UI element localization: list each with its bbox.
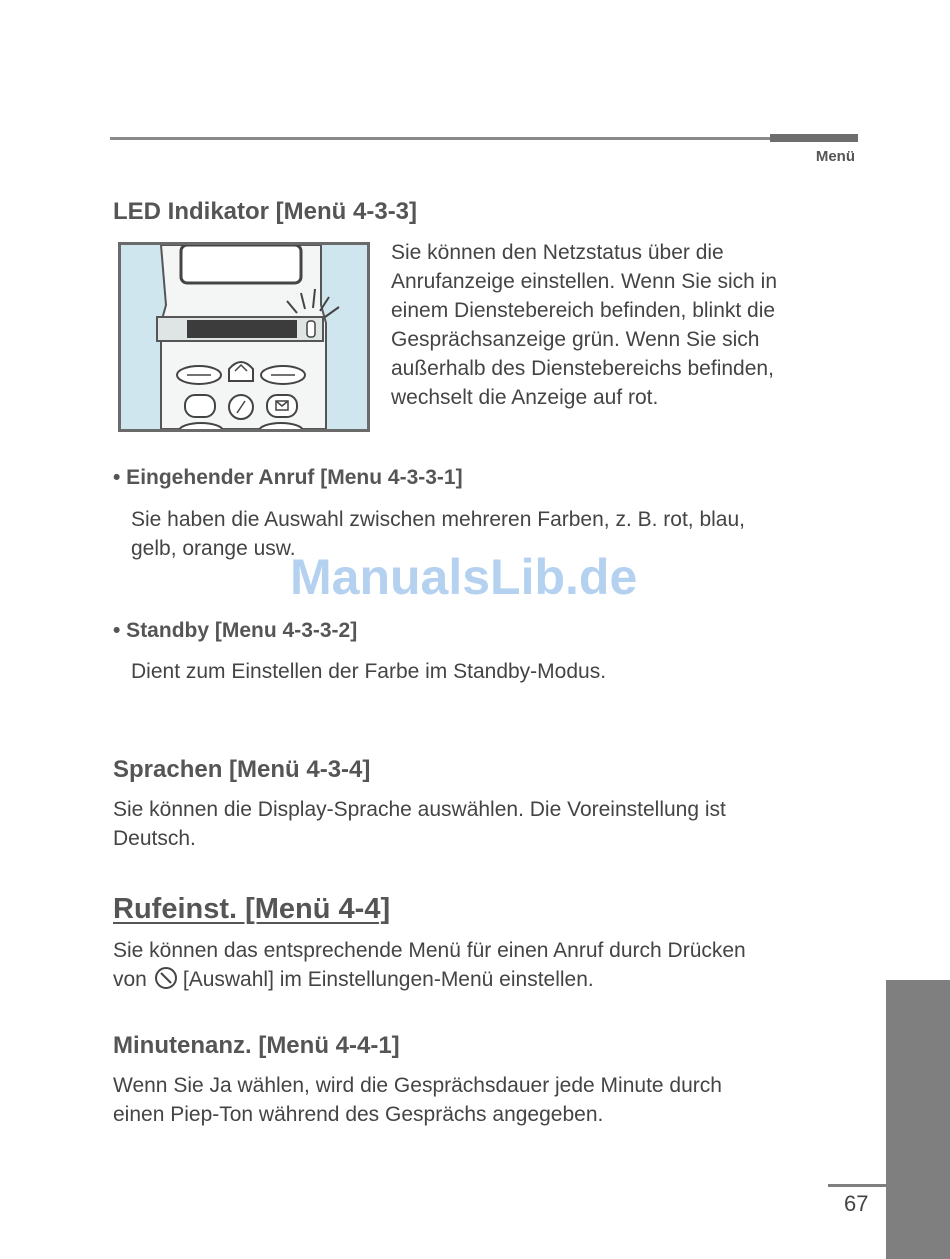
text-line: Anrufanzeige einstellen. Wenn Sie sich in — [391, 270, 778, 293]
select-key-icon — [153, 966, 179, 998]
phone-led-illustration — [118, 242, 370, 432]
text-line: von — [113, 968, 147, 991]
text-line: Sie können das entsprechende Menü für einen Anruf durch Drücken — [113, 939, 746, 962]
minute-minder-heading: Minutenanz. [Menü 4-4-1] — [113, 1032, 400, 1059]
page-number: 67 — [844, 1191, 869, 1216]
text-line: gelb, orange usw. — [131, 537, 296, 560]
text-line: Sie können die Display-Sprache auswählen. Die Voreinstellung ist — [113, 798, 726, 821]
text-line: einem Dienstebereich befinden, blinkt die — [391, 299, 776, 322]
text-line: Wenn Sie Ja wählen, wird die Gesprächsdauer jede Minute durch — [113, 1074, 722, 1097]
language-heading: Sprachen [Menü 4-3-4] — [113, 756, 371, 783]
text-line: einen Piep-Ton während des Gesprächs angegeben. — [113, 1103, 604, 1126]
text-line: außerhalb des Dienstebereichs befinden, — [391, 357, 774, 380]
text-line: Sie haben die Auswahl zwischen mehreren Farben, z. B. rot, blau, — [131, 508, 746, 531]
chapter-side-tab — [886, 980, 950, 1259]
led-indicator-heading: LED Indikator [Menü 4-3-3] — [113, 198, 418, 225]
section-label: Menü — [815, 148, 855, 165]
page-number-rule — [828, 1184, 886, 1187]
watermark: ManualsLib.de — [290, 549, 638, 605]
text-line: Gesprächsanzeige grün. Wenn Sie sich — [391, 328, 760, 351]
text-line: [Auswahl] im Einstellungen-Menü einstellen. — [182, 968, 594, 991]
text-line: Deutsch. — [113, 827, 196, 850]
incoming-call-heading: • Eingehender Anruf [Menu 4-3-3-1] — [113, 466, 463, 489]
call-settings-heading: Rufeinst. [Menü 4-4] — [113, 893, 391, 925]
text-line: Sie können den Netzstatus über die — [391, 241, 724, 264]
header-rule — [110, 137, 770, 140]
led-description — [391, 238, 777, 412]
text-line: Dient zum Einstellen der Farbe im Standby-Modus. — [131, 660, 607, 683]
text-line: wechselt die Anzeige auf rot. — [391, 386, 659, 409]
call-settings-description — [113, 936, 746, 998]
standby-heading: • Standby [Menu 4-3-3-2] — [113, 619, 358, 642]
standby-description — [131, 657, 606, 686]
minute-minder-description — [113, 1071, 722, 1129]
language-description — [113, 795, 726, 853]
header-rule-accent — [770, 134, 858, 142]
